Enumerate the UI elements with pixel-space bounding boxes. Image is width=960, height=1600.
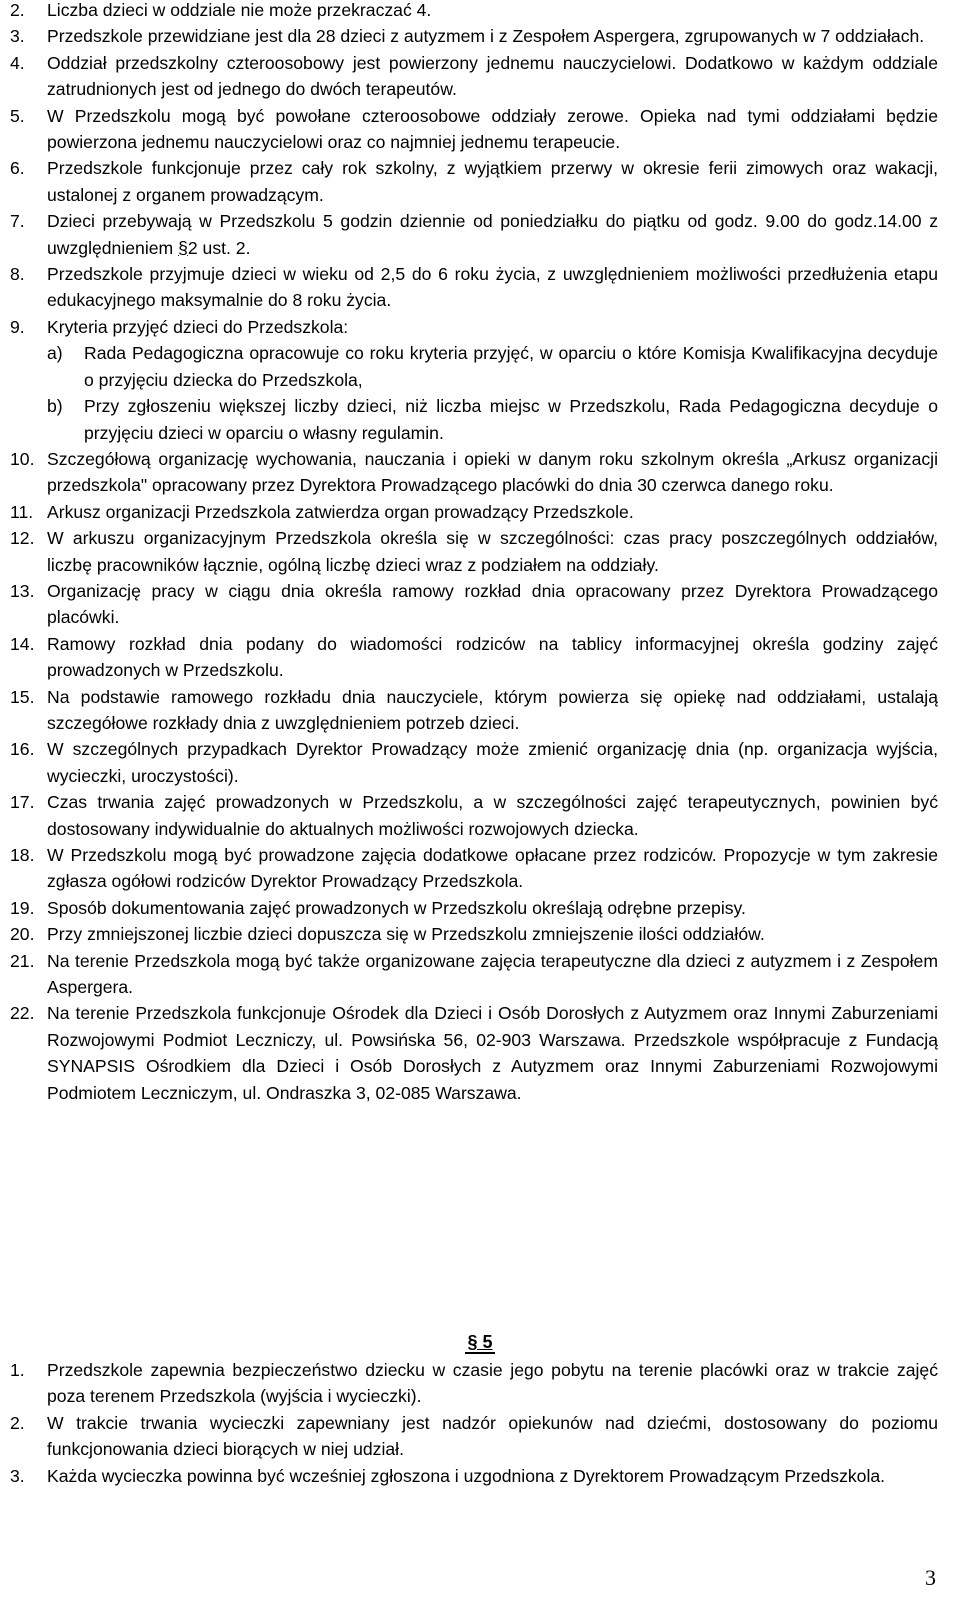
item-text: Arkusz organizacji Przedszkola zatwierdza organ prowadzący Przedszkole.: [47, 501, 634, 522]
list-item: [10, 1000, 938, 1106]
item-text: Każda wycieczka powinna być wcześniej zgłoszona i uzgodniona z Dyrektorem Prowadzącym Przedszkola.: [47, 1465, 886, 1486]
item-text: Ramowy rozkład dnia podany do wiadomości rodziców na tablicy informacyjnej określa godziny zajęć prowadzonych w Przedszkolu.: [47, 633, 938, 681]
item-number: 8.: [10, 264, 25, 285]
list-item: [10, 789, 938, 842]
list-item: [10, 631, 938, 684]
list-item: [10, 948, 938, 1001]
item-number: 13.: [10, 580, 35, 601]
item-text: [47, 314, 938, 446]
item-text: W Przedszkolu mogą być prowadzone zajęcia dodatkowe opłacane przez rodziców. Propozycje w tym zakresie zgłasza ogółowi rodziców Dyrektor Prowadzący Przedszkola.: [47, 845, 938, 892]
item-text: Na terenie Przedszkola mogą być także organizowane zajęcia terapeutyczne dla dzieci z autyzmem i z Zespołem Aspergera.: [47, 950, 938, 998]
item-number: 21.: [10, 950, 35, 971]
item-number: 6.: [10, 158, 25, 179]
item-number: 18.: [10, 845, 35, 865]
item-text: Liczba dzieci w oddziale nie może przekraczać 4.: [47, 0, 432, 20]
item-number: 10.: [10, 448, 35, 469]
list-item: [10, 23, 938, 49]
item-number: 14.: [10, 633, 35, 654]
item-number: 3.: [10, 1465, 25, 1486]
list-item: [10, 499, 938, 525]
sub-item-label: b): [47, 396, 63, 417]
item-text: Przedszkole funkcjonuje przez cały rok szkolny, z wyjątkiem przerwy w okresie ferii zimowych oraz wakacji, ustalonej z organem prowadzącym.: [47, 158, 938, 205]
list-item: [10, 155, 938, 208]
item-text: W szczególnych przypadkach Dyrektor Prowadzący może zmienić organizację dnia (np. organizacja wyjścia, wycieczki, uroczystości).: [47, 739, 938, 786]
paragraph-reference-link[interactable]: §: [178, 237, 188, 258]
item-number: 12.: [10, 528, 35, 549]
item-number: 9.: [10, 316, 25, 337]
item-number: 17.: [10, 792, 35, 813]
item-number: 19.: [10, 897, 35, 918]
list-item: [10, 0, 938, 23]
sub-item-text: Rada Pedagogiczna opracowuje co roku kryteria przyjęć, w oparciu o które Komisja Kwalifikacyjna decyduje o przyjęciu dziecka do Przedszkola,: [84, 343, 938, 390]
item-text: Przedszkole przewidziane jest dla 28 dzieci z autyzmem i z Zespołem Aspergera, zgrupowanych w 7 oddziałach.: [47, 26, 925, 47]
item-text: [47, 208, 938, 261]
item-text: Przedszkole przyjmuje dzieci w wieku od 2,5 do 6 roku życia, z uwzględnieniem możliwości przedłużenia etapu edukacyjnego maksymalnie do 8 roku życia.: [47, 264, 938, 311]
list-item: [10, 1357, 938, 1410]
list-item: [10, 208, 938, 261]
list-item: [10, 684, 938, 737]
item-number: 3.: [10, 26, 25, 47]
section-heading: [0, 1329, 960, 1355]
list-item: [10, 103, 938, 156]
list-item: [10, 1463, 938, 1489]
item-text: Przy zmniejszonej liczbie dzieci dopuszcza się w Przedszkolu zmniejszenie ilości oddziałów.: [47, 924, 765, 945]
item-number: 2.: [10, 0, 25, 20]
item-number: 1.: [10, 1360, 25, 1380]
list-item: [10, 1410, 938, 1463]
item-number: 2.: [10, 1412, 25, 1433]
page-number: 3: [925, 1565, 936, 1590]
list-item: [10, 525, 938, 578]
item-number: 5.: [10, 105, 25, 126]
item-text-part: Dzieci przebywają w Przedszkolu 5 godzin dziennie od poniedziałku do piątku od godz. 9.00 do godz.14.00 z uwzględnieniem: [47, 211, 938, 258]
list-item: [10, 50, 938, 103]
item-text: Organizację pracy w ciągu dnia określa ramowy rozkład dnia opracowany przez Dyrektora Prowadzącego placówki.: [47, 580, 938, 628]
item-number: 20.: [10, 924, 35, 945]
item-text: W Przedszkolu mogą być powołane czteroosobowe oddziały zerowe. Opieka nad tymi oddziałami będzie powierzona jednemu nauczycielowi oraz co najmniej jednemu terapeucie.: [47, 105, 938, 153]
list-item: [10, 895, 938, 921]
item-text: Przedszkole zapewnia bezpieczeństwo dziecku w czasie jego pobytu na terenie placówki oraz w trakcie zajęć poza terenem Przedszkola (wyjścia i wycieczki).: [47, 1360, 938, 1407]
list-item: [10, 842, 938, 895]
item-number: 4.: [10, 52, 25, 73]
item-number: 7.: [10, 211, 25, 232]
item-text: Sposób dokumentowania zajęć prowadzonych w Przedszkolu określają odrębne przepisy.: [47, 897, 746, 918]
sub-item-text: Przy zgłoszeniu większej liczby dzieci, niż liczba miejsc w Przedszkolu, Rada Pedagogiczna decyduje o przyjęciu dzieci w oparciu o własny regulamin.: [84, 396, 938, 443]
item-text: Czas trwania zajęć prowadzonych w Przedszkolu, a w szczególności zajęć terapeutycznych, powinien być dostosowany indywidualnie do aktualnych możliwości rozwojowych dziecka.: [47, 792, 938, 839]
sub-item-label: a): [47, 343, 63, 364]
item-text: Oddział przedszkolny czteroosobowy jest powierzony jednemu nauczycielowi. Dodatkowo w każdym oddziale zatrudnionych jest od jednego do dwóch terapeutów.: [47, 52, 938, 100]
item-text: W arkuszu organizacyjnym Przedszkola określa się w szczególności: czas pracy poszczególnych oddziałów, liczbę pracowników łącznie, ogólną liczbę dzieci wraz z podziałem na oddziały.: [47, 528, 938, 575]
item-text: Na podstawie ramowego rozkładu dnia nauczyciele, którym powierza się opiekę nad oddziałami, ustalają szczegółowe rozkłady dnia z uwzględnieniem potrzeb dzieci.: [47, 686, 938, 733]
item-number: 11.: [10, 501, 34, 522]
sub-item: [47, 340, 938, 393]
list-item: [10, 578, 938, 631]
section-heading-text: § 5: [467, 1332, 493, 1352]
item-text: Na terenie Przedszkola funkcjonuje Ośrodek dla Dzieci i Osób Dorosłych z Autyzmem oraz Innymi Zaburzeniami Rozwojowymi Podmiot Leczniczy, ul. Powsińska 56, 02-903 Warszawa. Przedszkole współpracuje z Fundacją SYNAPSIS Ośrodkiem dla Dzieci i Osób Dorosłych z Autyzmem oraz Innymi Zaburzeniami Rozwojowymi Podmiotem Leczniczym, ul. Ondraszka 3, 02-085 Warszawa.: [47, 1003, 938, 1103]
list-item: [10, 736, 938, 789]
item-intro: Kryteria przyjęć dzieci do Przedszkola:: [47, 316, 349, 337]
list-item: [10, 261, 938, 314]
sub-item: [47, 393, 938, 446]
paragraph-list: [10, 0, 938, 1106]
list-item: [10, 921, 938, 947]
item-text: W trakcie trwania wycieczki zapewniany jest nadzór opiekunów nad dziećmi, dostosowany do poziomu funkcjonowania dzieci biorących w niej udział.: [47, 1412, 938, 1460]
item-number: 22.: [10, 1003, 35, 1024]
item-text-part: 2 ust. 2.: [187, 237, 251, 258]
list-item: [10, 314, 938, 446]
item-text: Szczegółową organizację wychowania, nauczania i opieki w danym roku szkolnym określa „Arkusz organizacji przedszkola" opracowany przez Dyrektora Prowadzącego placówki do dnia 30 czerwca danego roku.: [47, 448, 938, 496]
paragraph-list-section-5: [10, 1357, 938, 1489]
list-item: [10, 446, 938, 499]
item-number: 16.: [10, 739, 35, 760]
item-number: 15.: [10, 686, 35, 707]
